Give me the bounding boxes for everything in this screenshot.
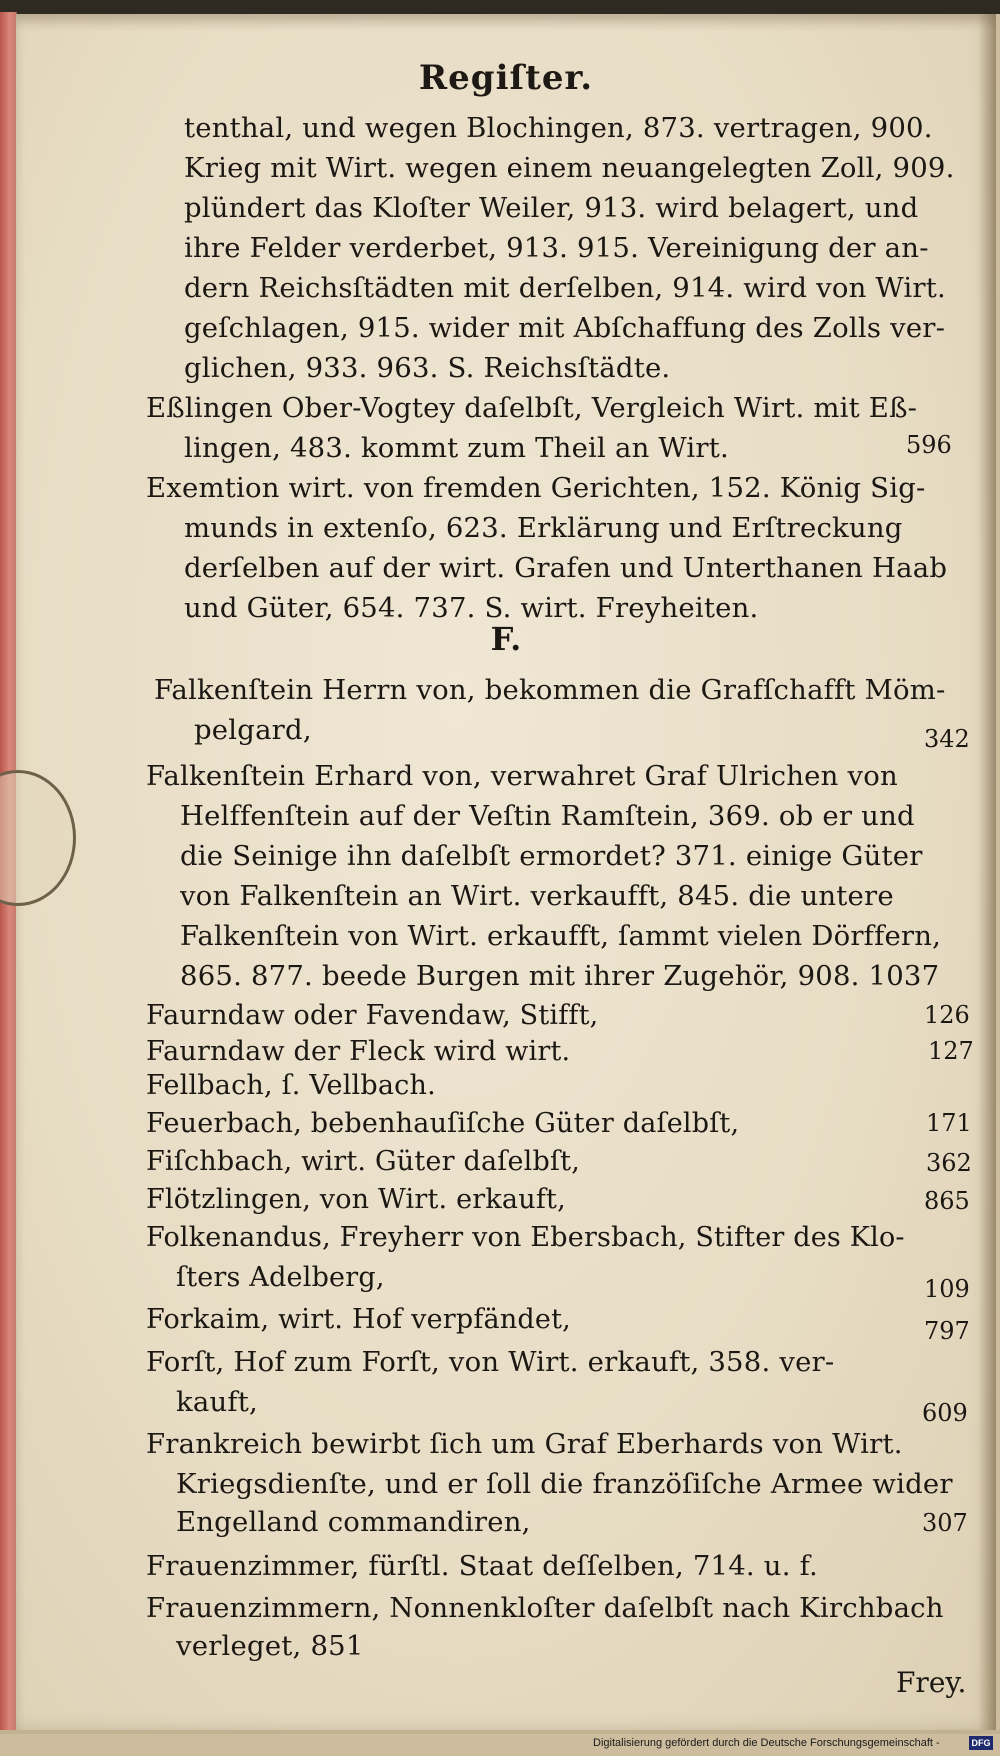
page-number: 109	[924, 1275, 970, 1303]
page-number: 342	[924, 725, 970, 753]
text-line: munds in extenſo, 623. Erklärung und Erſtreckung	[184, 512, 903, 544]
text-line: Helffenſtein auf der Veſtin Ramſtein, 369. ob er und	[180, 800, 915, 832]
scanner-border	[0, 0, 1000, 14]
text-line: von Falkenſtein an Wirt. verkaufft, 845. die untere	[180, 880, 894, 912]
text-line: derſelben auf der wirt. Grafen und Unterthanen Haab	[184, 552, 948, 584]
entry-line: Faurndaw der Fleck wird wirt.	[146, 1036, 571, 1067]
entry-line: Frankreich bewirbt ſich um Graf Eberhards von Wirt.	[146, 1428, 903, 1460]
text-line: plündert das Kloſter Weiler, 913. wird belagert, und	[184, 192, 919, 224]
text-line: Engelland commandiren,	[176, 1506, 531, 1538]
page-number: 126	[924, 1001, 970, 1029]
text-line: 865. 877. beede Burgen mit ihrer Zugehör, 908. 1037	[180, 960, 940, 992]
text-line: Krieg mit Wirt. wegen einem neuangelegten Zoll, 909.	[184, 152, 955, 184]
dfg-logo: DFG	[969, 1736, 993, 1750]
entry-line: Fiſchbach, wirt. Güter daſelbſt,	[146, 1146, 580, 1177]
text-line: verleget, 851	[176, 1630, 364, 1662]
entry-line: Flötzlingen, von Wirt. erkauft,	[146, 1184, 566, 1215]
entry-line: Frauenzimmer, fürſtl. Staat deſſelben, 714. u. f.	[146, 1550, 818, 1582]
text-line: pelgard,	[194, 714, 312, 746]
book-page	[16, 14, 996, 1730]
text-line: die Seinige ihn daſelbſt ermordet? 371. einige Güter	[180, 840, 923, 872]
text-line: kauft,	[176, 1386, 258, 1418]
entry-line: Falkenſtein Herrn von, bekommen die Grafſchafft Möm-	[154, 674, 946, 706]
page-number: 609	[922, 1399, 968, 1427]
text-line: ſters Adelberg,	[176, 1262, 385, 1293]
entry-line: Forſt, Hof zum Forſt, von Wirt. erkauft, 358. ver-	[146, 1346, 835, 1378]
catchword: Frey.	[896, 1666, 967, 1699]
entry-line: Exemtion wirt. von fremden Gerichten, 152. König Sig-	[146, 472, 926, 504]
entry-line: Folkenandus, Freyherr von Ebersbach, Stifter des Klo-	[146, 1222, 905, 1253]
page-number: 307	[922, 1509, 968, 1537]
entry-line: Faurndaw oder Favendaw, Stifft,	[146, 1000, 599, 1031]
section-letter: F.	[490, 620, 522, 658]
entry-line: Forkaim, wirt. Hof verpfändet,	[146, 1304, 571, 1335]
text-line: glichen, 933. 963. S. Reichsſtädte.	[184, 352, 671, 384]
running-head: Regiſter.	[418, 58, 594, 98]
page-edge	[0, 1730, 1000, 1734]
register-text-f	[16, 14, 996, 1730]
entry-line: Frauenzimmern, Nonnenkloſter daſelbſt nach Kirchbach	[146, 1592, 944, 1624]
page-number: 171	[926, 1109, 972, 1137]
page-number: 797	[924, 1317, 970, 1345]
text-line: Kriegsdienſte, und er ſoll die franzöſiſche Armee wider	[176, 1468, 953, 1500]
entry-line: Feuerbach, bebenhauſiſche Güter daſelbſt,	[146, 1108, 740, 1139]
page-number: 127	[928, 1037, 974, 1065]
page-number: 362	[926, 1149, 972, 1177]
digitization-credit: Digitalisierung gefördert durch die Deutsche Forschungsgemeinschaft -	[593, 1737, 940, 1749]
text-line: geſchlagen, 915. wider mit Abſchaffung des Zolls ver-	[184, 312, 946, 344]
text-line: tenthal, und wegen Blochingen, 873. vertragen, 900.	[184, 112, 933, 144]
text-line: lingen, 483. kommt zum Theil an Wirt.	[184, 432, 729, 464]
text-line: ihre Felder verderbet, 913. 915. Vereinigung der an-	[184, 232, 929, 264]
page-number: 865	[924, 1187, 970, 1215]
entry-line: Falkenſtein Erhard von, verwahret Graf Ulrichen von	[146, 760, 898, 792]
entry-line: Fellbach, ſ. Vellbach.	[146, 1070, 436, 1101]
text-line: Falkenſtein von Wirt. erkaufft, ſammt vielen Dörffern,	[180, 920, 942, 952]
page-number: 596	[906, 431, 952, 459]
entry-line: Eßlingen Ober-Vogtey daſelbſt, Vergleich Wirt. mit Eß-	[146, 392, 918, 424]
text-line: dern Reichsſtädten mit derſelben, 914. wird von Wirt.	[184, 272, 946, 304]
text-line: und Güter, 654. 737. S. wirt. Freyheiten.	[184, 592, 759, 624]
